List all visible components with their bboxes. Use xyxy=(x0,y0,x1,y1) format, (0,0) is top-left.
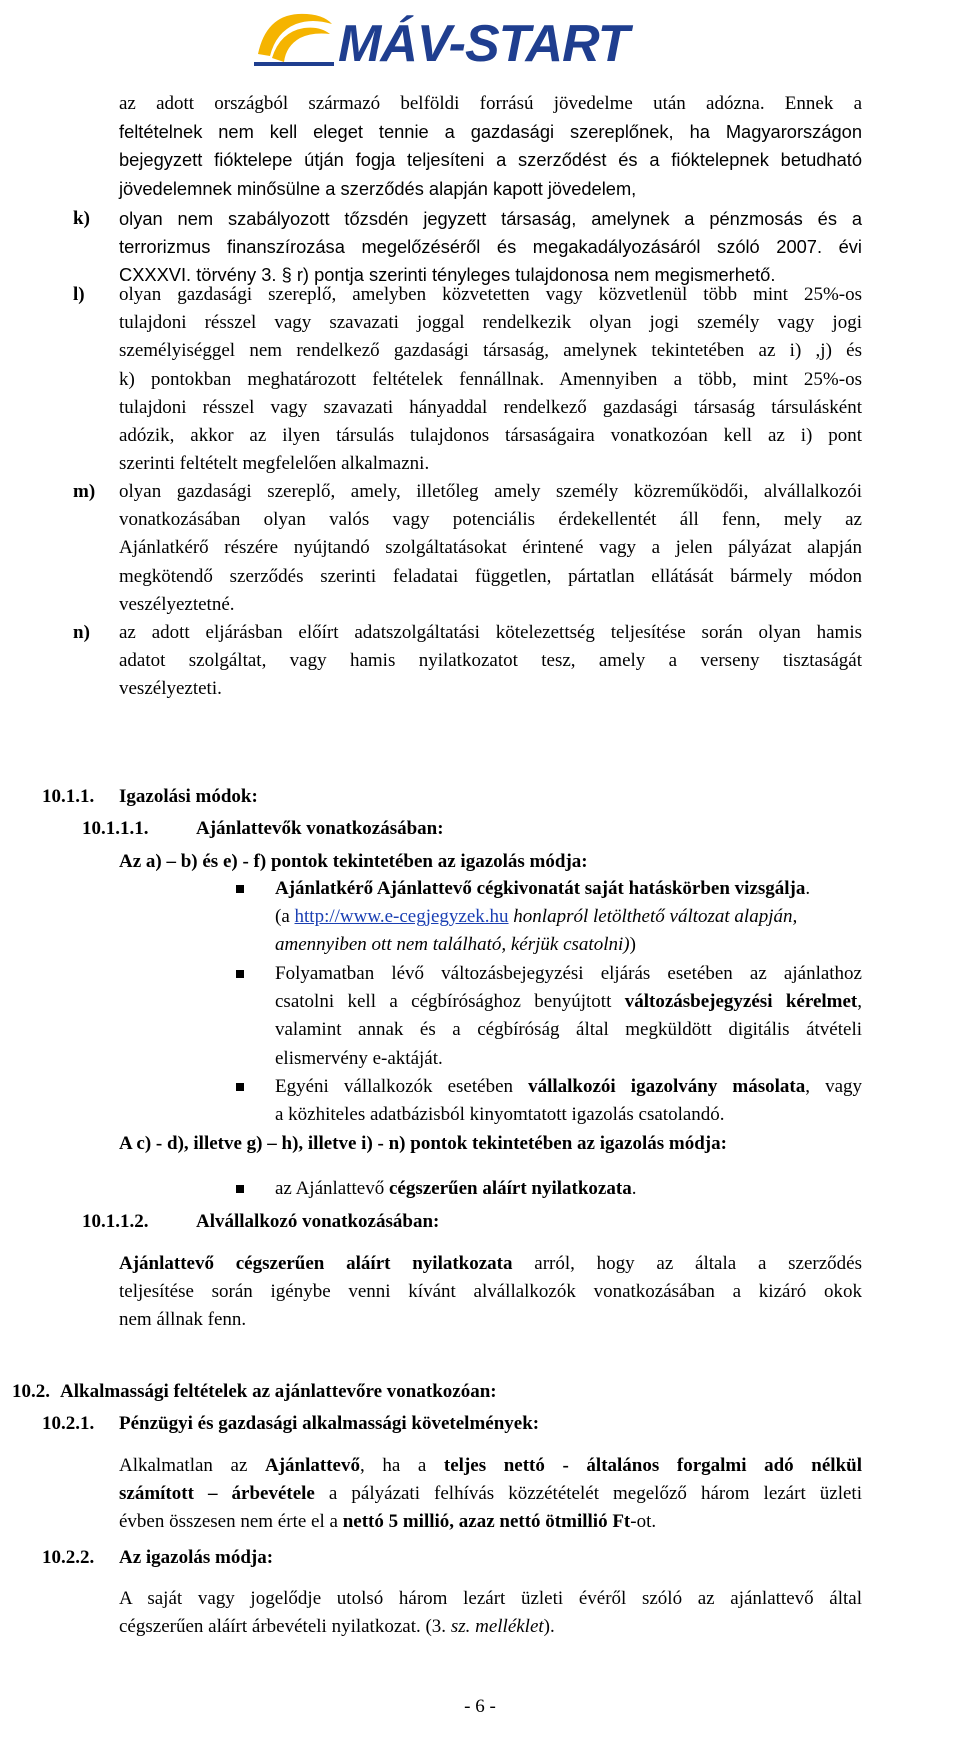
item-line: olyan nem szabályozott tőzsdén jegyzett társaság, amelynek a pénzmosás és a xyxy=(119,208,862,229)
item-label-l: l) xyxy=(73,284,85,305)
bullet-2-line: elismervény e-aktáját. xyxy=(275,1047,443,1069)
item-line: veszélyeztetné. xyxy=(119,593,235,615)
proof-heading-cd: A c) - d), illetve g) – h), illetve i) - n) pontok tekintetében az igazolás módja: xyxy=(119,1133,727,1154)
financial-proof-italic: sz. melléklet xyxy=(450,1616,544,1638)
bullet-square-icon xyxy=(236,885,244,893)
heading-number: 10.1.1. xyxy=(42,786,95,807)
financial-bold: számított – árbevétele xyxy=(119,1483,315,1505)
intro-line: feltételnek nem kell eleget tennie a gazdasági szereplőnek, ha Magyarországon xyxy=(119,121,862,143)
heading-number: 10.1.1.1. xyxy=(82,818,149,839)
subcontractor-bold: Ajánlattevő cégszerűen aláírt nyilatkozata xyxy=(119,1253,513,1274)
item-line: vonatkozásában olyan valós vagy potenciális érdekellentét áll fenn, mely az xyxy=(119,509,862,531)
item-line: CXXXVI. törvény 3. § r) pontja szerinti tényleges tulajdonosa nem megismerhető. xyxy=(119,264,776,286)
heading-10-1-1 xyxy=(42,783,258,811)
bullet-2-text-a: csatolni kell a cégbírósághoz benyújtott xyxy=(275,991,625,1013)
item-line: személyiséggel nem rendelkező gazdasági társaság, amelynek tekintetében az i) ,j) és xyxy=(119,340,862,362)
heading-10-1-1-1 xyxy=(82,815,444,843)
bullet-1-line xyxy=(275,875,862,903)
item-line: az adott eljárásban előírt adatszolgáltatási kötelezettség teljesítése során olyan hamis xyxy=(119,622,862,643)
item-line: veszélyezteti. xyxy=(119,678,222,700)
financial-line xyxy=(119,1508,862,1536)
bullet-square-icon xyxy=(236,970,244,978)
bullet-2-bold: változásbejegyzési kérelmet xyxy=(624,991,858,1013)
intro-line: az adott országból származó belföldi forrású jövedelme után adózna. Ennek a xyxy=(119,93,862,114)
financial-text: a pályázati felhívás közzétételét megelőző három lezárt üzleti xyxy=(314,1483,862,1505)
bullet-square-icon xyxy=(236,1083,244,1091)
heading-number: 10.2.1. xyxy=(42,1413,95,1434)
intro-line: bejegyzett fióktelepe útján fogja teljesíteni a szerződést és a fióktelepnek betudható xyxy=(119,149,862,171)
item-n-text xyxy=(119,619,862,704)
item-line: terrorizmus finanszírozása megelőzéséről és megakadályozásáról szóló 2007. évi xyxy=(119,236,862,258)
item-line: szerinti feltételt megfelelően alkalmazni. xyxy=(119,453,430,475)
bullet-3-text-a: Egyéni vállalkozók esetében xyxy=(275,1076,529,1097)
item-line: tulajdoni résszel vagy szavazati joggal rendelkezik olyan jogi személy vagy jogi xyxy=(119,312,862,334)
heading-number: 10.1.1.2. xyxy=(82,1211,149,1232)
page-number: - 6 - xyxy=(464,1696,496,1717)
intro-paragraph xyxy=(119,90,862,203)
bullet-2-text xyxy=(275,960,862,1073)
financial-paragraph xyxy=(119,1452,862,1537)
bullet-2-line: valamint annak és a cégbíróság által megküldött digitális átvételi xyxy=(275,1019,862,1041)
financial-text: évben összesen nem érte el a xyxy=(119,1511,343,1533)
item-line: adatot szolgáltat, vagy hamis nyilatkozatot tesz, amely a verseny tisztaságát xyxy=(119,650,862,672)
heading-title: Az igazolás módja: xyxy=(119,1547,274,1568)
financial-text: Alkalmatlan az xyxy=(119,1455,265,1476)
bullet-3-bold: vállalkozói igazolvány másolata xyxy=(528,1076,806,1097)
item-line: olyan gazdasági szereplő, amelyben közvetetten vagy közvetlenül több mint 25%-os xyxy=(119,284,862,305)
heading-title: Alkalmassági feltételek az ajánlattevőre vonatkozóan: xyxy=(60,1381,497,1402)
subcontractor-text: arról, hogy az általa a szerződés xyxy=(512,1253,862,1274)
financial-line xyxy=(119,1452,862,1480)
financial-line xyxy=(119,1480,862,1508)
heading-title: Ajánlattevők vonatkozásában: xyxy=(196,818,444,839)
bullet-2-text-c: , xyxy=(857,991,862,1013)
item-line: k) pontokban meghatározott feltételek fennállnak. Amennyiben a több, mint 25%-os xyxy=(119,368,862,390)
bullet-1-text xyxy=(275,875,862,960)
heading-title: Pénzügyi és gazdasági alkalmassági követelmények: xyxy=(119,1413,540,1434)
bullet-1-italic: amennyiben ott nem található, kérjük csatolni) xyxy=(275,934,630,956)
intro-line: jövedelemnek minősülne a szerződés alapján kapott jövedelem, xyxy=(119,177,637,199)
bullet-3-text xyxy=(275,1073,862,1129)
heading-10-2 xyxy=(12,1378,497,1406)
bullet-2-line: Folyamatban lévő változásbejegyzési eljárás esetében az ajánlathoz xyxy=(275,963,862,984)
item-k-text xyxy=(119,205,862,290)
heading-number: 10.2. xyxy=(12,1381,50,1402)
bullet-1-close: ) xyxy=(629,934,636,956)
heading-number: 10.2.2. xyxy=(42,1547,95,1568)
financial-bold: teljes nettó - általános forgalmi adó nélkül xyxy=(443,1455,862,1476)
bullet-1-open: (a xyxy=(275,906,295,928)
bullet-3-line: a közhiteles adatbázisból kinyomtatott igazolás csatolandó. xyxy=(275,1104,725,1126)
bullet-4-bold: cégszerűen aláírt nyilatkozata xyxy=(388,1178,632,1199)
item-m-text xyxy=(119,478,862,619)
heading-title: Alvállalkozó vonatkozásában: xyxy=(196,1211,440,1232)
subcontractor-line: teljesítése során igénybe venni kívánt alvállalkozók vonatkozásában a kizáró okok xyxy=(119,1281,862,1303)
bullet-1-dot: . xyxy=(805,878,811,899)
subcontractor-line: nem állnak fenn. xyxy=(119,1309,247,1331)
cegjegyzek-link[interactable]: http://www.e-cegjegyzek.hu xyxy=(294,906,509,928)
bullet-3-text-c: , vagy xyxy=(805,1076,863,1097)
heading-10-2-1 xyxy=(42,1410,539,1438)
item-line: Ajánlatkérő részére nyújtandó szolgáltatásokat érintené vagy a jelen pályázat alapján xyxy=(119,537,862,559)
item-line: tulajdoni résszel vagy szavazati hányaddal rendelkező gazdasági társaság társulásként xyxy=(119,396,862,418)
bullet-1-line xyxy=(275,903,862,931)
financial-proof-text: cégszerűen aláírt árbevételi nyilatkozat. (3. xyxy=(119,1616,451,1638)
bullet-4-text-a: az Ajánlattevő xyxy=(275,1178,389,1199)
bullet-square-icon xyxy=(236,1185,244,1193)
subcontractor-paragraph xyxy=(119,1250,862,1335)
item-l-text xyxy=(119,281,862,478)
subcontractor-line xyxy=(119,1250,862,1278)
logo-emblem-icon xyxy=(252,10,336,70)
item-label-n: n) xyxy=(73,622,90,643)
financial-bold: nettó 5 millió, azaz nettó ötmillió Ft xyxy=(342,1511,631,1533)
financial-proof-line xyxy=(119,1613,862,1641)
item-line: megkötendő szerződés szerinti feladatai független, pártatlan ellátását bármely módon xyxy=(119,565,862,587)
financial-text: -ot. xyxy=(630,1511,657,1533)
financial-proof-line: A saját vagy jogelődje utolsó három lezárt üzleti évéről szóló az ajánlattevő által xyxy=(119,1588,862,1609)
financial-proof-text: ). xyxy=(543,1616,555,1638)
heading-10-2-2 xyxy=(42,1544,273,1572)
heading-10-1-1-2 xyxy=(82,1208,439,1236)
item-label-k: k) xyxy=(73,208,90,229)
heading-title: Igazolási módok: xyxy=(119,786,258,807)
financial-proof-paragraph xyxy=(119,1585,862,1641)
logo-text: MÁV-START xyxy=(338,15,629,73)
bullet-1-line xyxy=(275,931,862,959)
bullet-3-line xyxy=(275,1073,862,1101)
bullet-1-bold: Ajánlatkérő Ajánlattevő cégkivonatát saját hatáskörben vizsgálja xyxy=(275,878,806,899)
bullet-2-line xyxy=(275,988,862,1016)
item-line: adózik, akkor az ilyen társulás tulajdonos társaságaira vonatkozóan kell az i) pont xyxy=(119,425,862,447)
proof-heading-ab: Az a) – b) és e) - f) pontok tekintetében az igazolás módja: xyxy=(119,851,588,872)
bullet-4-text xyxy=(275,1175,862,1203)
item-label-m: m) xyxy=(73,481,96,502)
mav-start-logo xyxy=(248,4,668,82)
financial-bold: Ajánlattevő xyxy=(265,1455,360,1476)
item-line: olyan gazdasági szereplő, amely, illetőleg amely személy közreműködői, alvállalkozói xyxy=(119,481,862,502)
financial-text: , ha a xyxy=(359,1455,444,1476)
bullet-1-italic: honlapról letölthető változat alapján, xyxy=(508,906,798,928)
bullet-4-text-c: . xyxy=(631,1178,637,1199)
